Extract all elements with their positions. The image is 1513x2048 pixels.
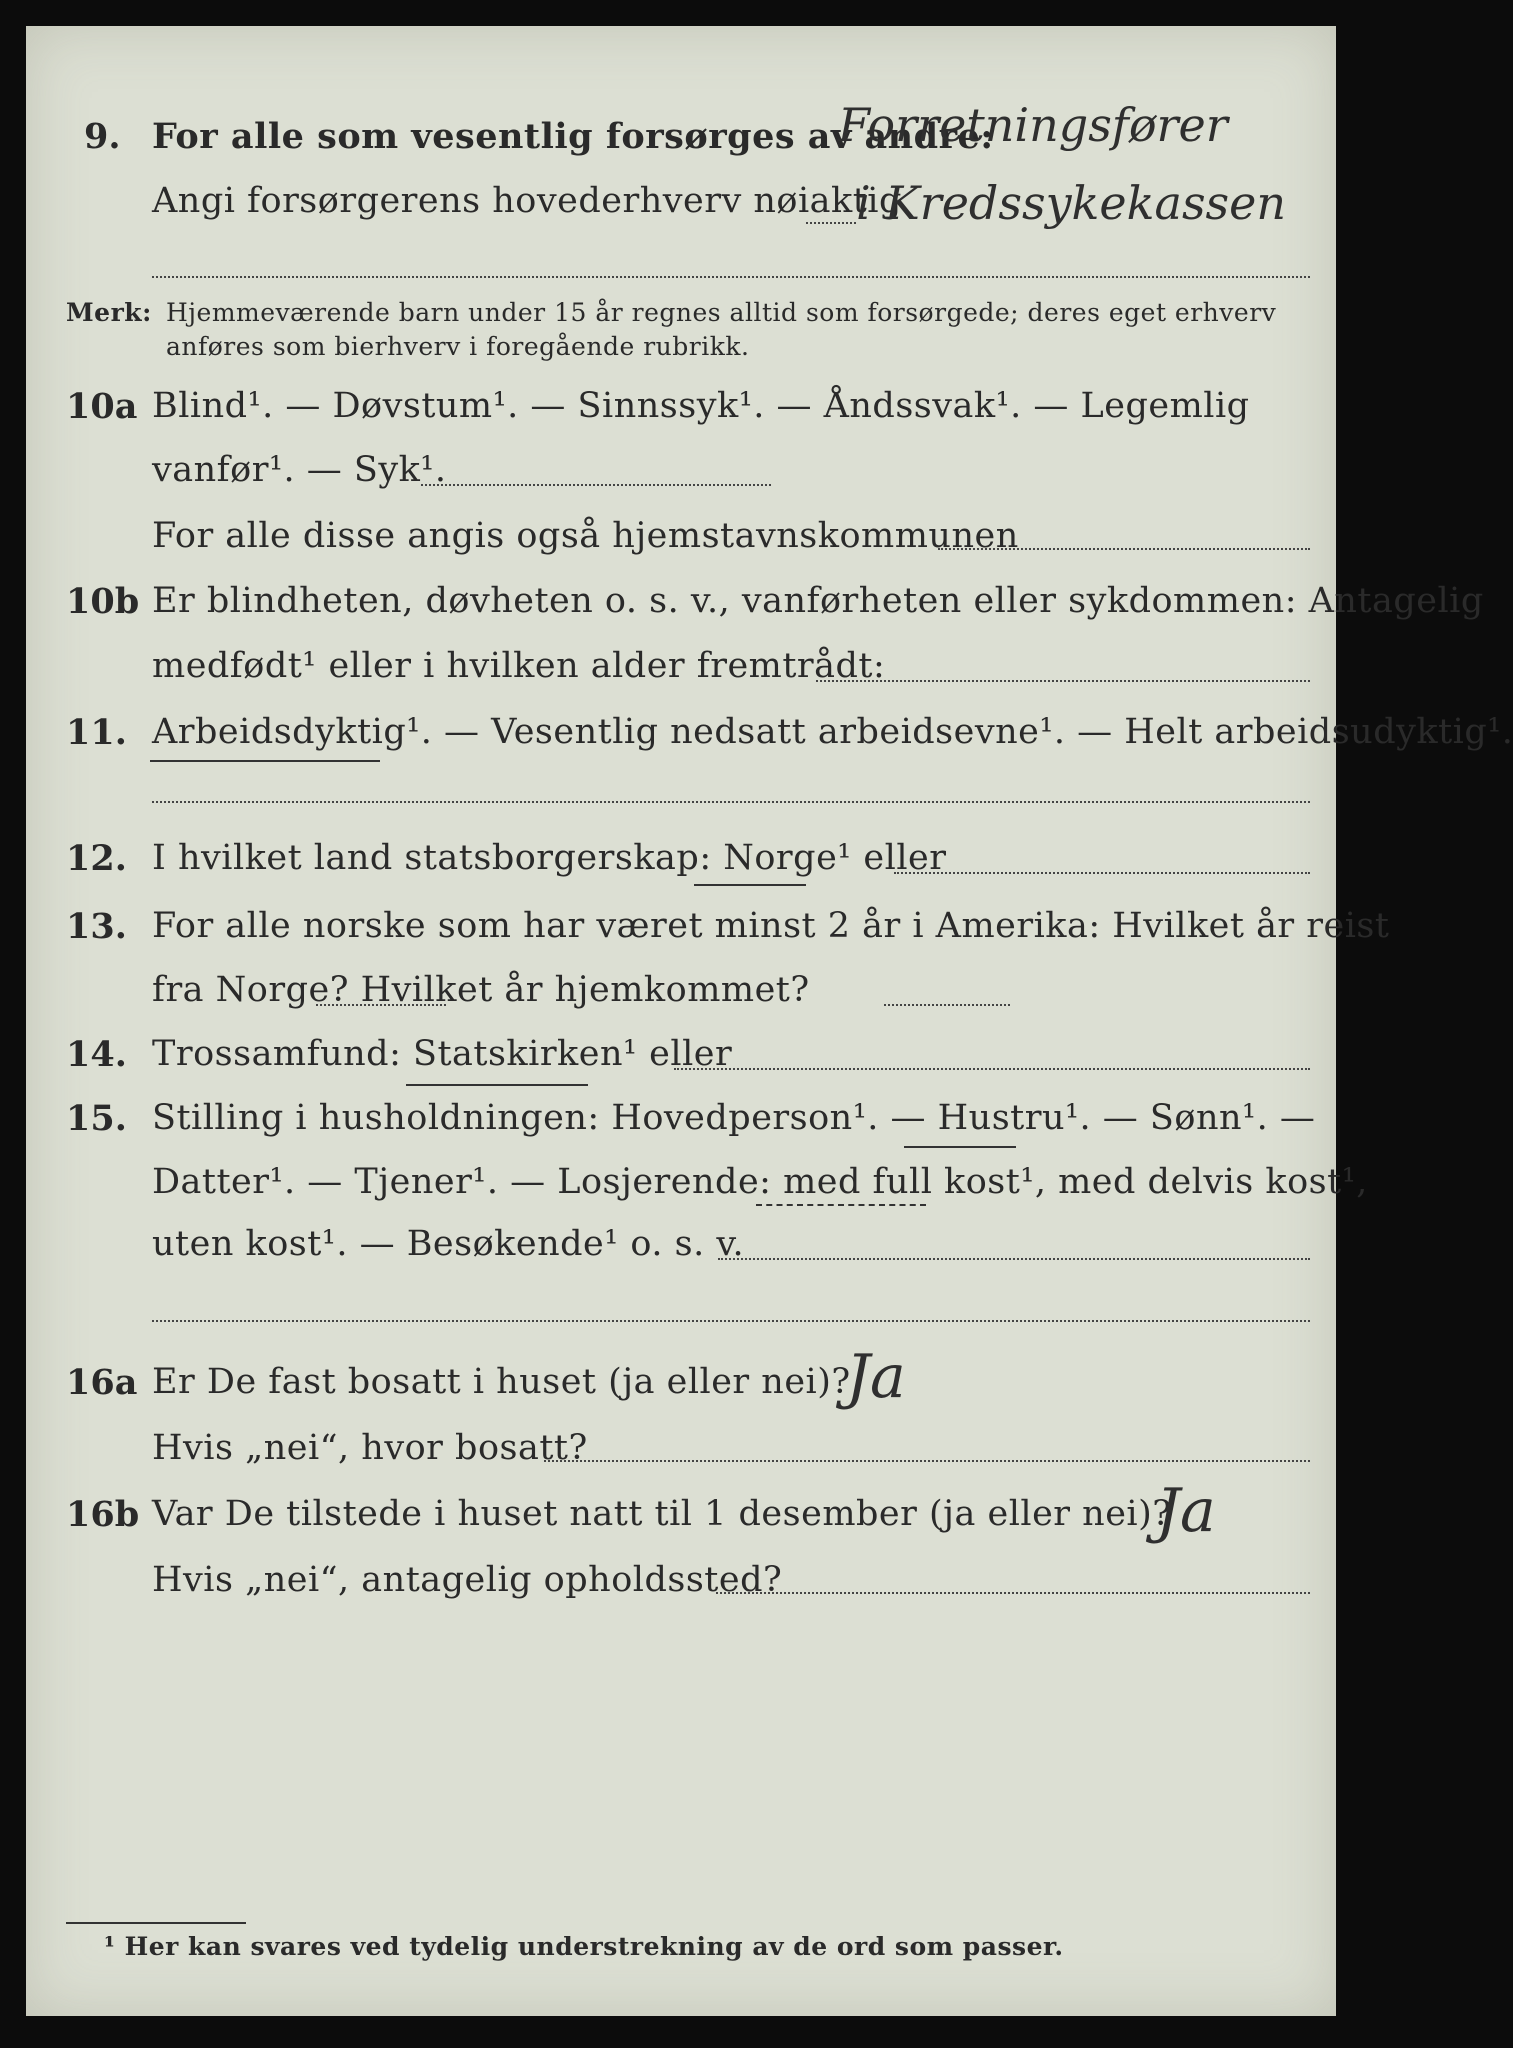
item-number-9: 9. <box>84 116 121 157</box>
item-number-14: 14. <box>66 1034 127 1075</box>
q13-line1: For alle norske som har været minst 2 år i Amerika: Hvilket år reist <box>152 906 1390 946</box>
q12-underline-mark <box>694 884 806 886</box>
q9-handwriting-1: Forretningsfører <box>838 98 1228 152</box>
q9-answer-line <box>152 276 1310 278</box>
q16b-line1: Var De tilstede i huset natt til 1 desember (ja eller nei)? <box>152 1494 1172 1534</box>
q13-line2: fra Norge? Hvilket år hjemkommet? <box>152 970 810 1010</box>
q15-line3: uten kost¹. — Besøkende¹ o. s. v. <box>152 1224 745 1264</box>
q15-answer-line <box>152 1320 1310 1322</box>
q14-line1: Trossamfund: Statskirken¹ eller <box>152 1034 733 1074</box>
item-number-16a: 16a <box>66 1362 138 1403</box>
q11-underline-mark <box>150 760 380 762</box>
item-number-10b: 10b <box>66 581 140 622</box>
q16b-handwriting: Ja <box>1156 1476 1216 1546</box>
q10b-line2: medfødt¹ eller i hvilken alder fremtrådt: <box>152 646 886 686</box>
q16a-dotted <box>544 1460 1310 1462</box>
item-number-13: 13. <box>66 906 127 947</box>
q9-dotted-line <box>806 222 856 224</box>
footnote-rule <box>66 1922 246 1924</box>
merk-text-2: anføres som bierhverv i foregående rubrikk. <box>166 332 750 361</box>
q16a-line2: Hvis „nei“, hvor bosatt? <box>152 1428 588 1468</box>
census-form-page <box>26 26 1513 2016</box>
q15-underline-mark <box>904 1146 1016 1148</box>
item-number-12: 12. <box>66 838 127 879</box>
q9-line1: For alle som vesentlig forsørges av andre: <box>152 116 994 157</box>
footnote-text: ¹ Her kan svares ved tydelig understrekning av de ord som passer. <box>104 1932 1064 1961</box>
q11-line1: Arbeidsdyktig¹. — Vesentlig nedsatt arbeidsevne¹. — Helt arbeidsudyktig¹. <box>152 712 1513 752</box>
q15-line1: Stilling i husholdningen: Hovedperson¹. — Hustru¹. — Sønn¹. — <box>152 1098 1316 1138</box>
q15-line2: Datter¹. — Tjener¹. — Losjerende: med full kost¹, med delvis kost¹, <box>152 1162 1368 1202</box>
q16b-dotted <box>716 1592 1310 1594</box>
q13-dotted-2 <box>884 1004 1010 1006</box>
merk-text-1: Hjemmeværende barn under 15 år regnes alltid som forsørgede; deres eget erhverv <box>166 298 1277 327</box>
q9-line2: Angi forsørgerens hovederhverv nøiaktig <box>152 181 902 221</box>
q11-answer-line <box>152 801 1310 803</box>
item-number-15: 15. <box>66 1098 127 1139</box>
q10b-dotted <box>816 680 1310 682</box>
q10b-line1: Er blindheten, døvheten o. s. v., vanførheten eller sykdommen: Antagelig <box>152 581 1484 621</box>
q12-line1: I hvilket land statsborgerskap: Norge¹ eller <box>152 838 947 878</box>
q16a-line1: Er De fast bosatt i huset (ja eller nei)? <box>152 1362 851 1402</box>
q14-dotted <box>674 1068 1310 1070</box>
q15-dotted <box>718 1258 1310 1260</box>
merk-label: Merk: <box>66 298 152 327</box>
q10a-dotted-2 <box>938 548 1310 550</box>
q10a-line1: Blind¹. — Døvstum¹. — Sinnssyk¹. — Åndssvak¹. — Legemlig <box>152 386 1250 426</box>
q12-dotted <box>894 872 1310 874</box>
q10a-line3: For alle disse angis også hjemstavnskommunen <box>152 516 1019 556</box>
item-number-16b: 16b <box>66 1494 140 1535</box>
q9-handwriting-2: i Kredssykekassen <box>856 176 1287 230</box>
item-number-10a: 10a <box>66 386 138 427</box>
q10a-dotted-1 <box>421 484 771 486</box>
q16b-line2: Hvis „nei“, antagelig opholdssted? <box>152 1560 783 1600</box>
item-number-11: 11. <box>66 712 127 753</box>
q16a-handwriting: Ja <box>846 1342 906 1412</box>
q15-crossout-mark <box>756 1204 926 1206</box>
q14-underline-mark <box>406 1084 588 1086</box>
q13-dotted-1 <box>316 1004 446 1006</box>
q10a-line2: vanfør¹. — Syk¹. <box>152 450 447 490</box>
